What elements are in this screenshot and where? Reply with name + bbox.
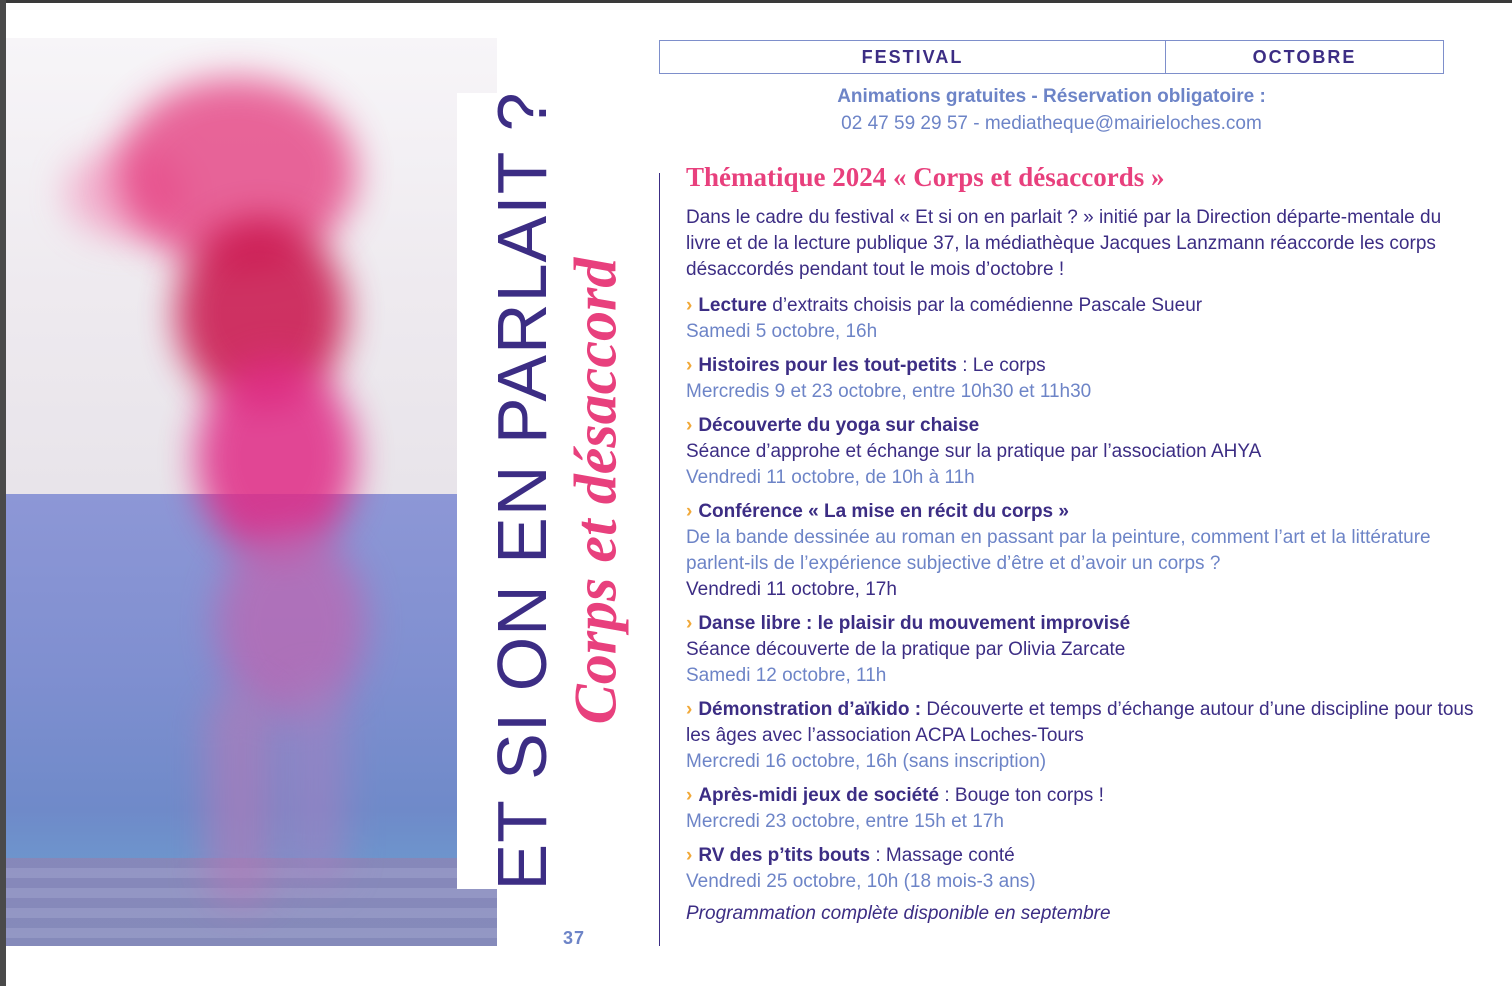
event-description: Séance d’approhe et échange sur la pratique par l’association AHYA [686, 441, 1262, 462]
vertical-divider [659, 173, 660, 946]
event-date: Samedi 12 octobre, 11h [686, 665, 887, 686]
dancer-leg-right [286, 678, 346, 888]
event-heading-line [686, 611, 1476, 637]
event-item [686, 293, 1476, 345]
event-description: Séance découverte de la pratique par Olivia Zarcate [686, 639, 1126, 660]
top-frame-line [0, 0, 1512, 3]
chevron-right-icon: › [686, 699, 693, 720]
event-heading-line [686, 353, 1476, 379]
event-title-rest: d’extraits choisis par la comédienne Pascale Sueur [766, 295, 1203, 316]
dancer-photo [6, 38, 497, 946]
event-description: De la bande dessinée au roman en passant par la peinture, comment l’art et la littérature parlent-ils de l’expérience subjective d’être et d’avoir un corps ? [686, 527, 1431, 574]
dancer-leg-left [206, 688, 276, 908]
event-title: Conférence « La mise en récit du corps » [698, 501, 1069, 522]
vertical-title: ET SI ON EN PARLAIT ? [483, 91, 561, 891]
event-heading-line [686, 783, 1476, 809]
event-item [686, 697, 1476, 775]
event-heading-line [686, 413, 1476, 439]
intro-paragraph: Dans le cadre du festival « Et si on en parlait ? » initié par la Direction départe-mentale du livre et de la lecture publique 37, la médiathèque Jacques Lanzmann réaccorde les corps désaccordés pendant tout le mois d’octobre ! [686, 207, 1442, 280]
vertical-subtitle: Corps et désaccord [562, 257, 629, 725]
thematique-heading: Thématique 2024 « Corps et désaccords » [686, 162, 1165, 192]
month-header-box: OCTOBRE [1165, 40, 1444, 74]
event-title: Découverte du yoga sur chaise [698, 415, 980, 436]
program-content [686, 162, 1476, 925]
event-title: Démonstration d’aïkido : [698, 699, 922, 720]
event-title-rest: : Le corps [956, 355, 1046, 376]
contact-line: 02 47 59 29 57 - mediatheque@mairieloches.com [841, 113, 1262, 134]
page-number: 37 [563, 928, 586, 948]
event-item [686, 843, 1476, 895]
chevron-right-icon: › [686, 355, 693, 376]
event-heading-line [686, 697, 1476, 749]
event-item [686, 783, 1476, 835]
chevron-right-icon: › [686, 845, 693, 866]
chevron-right-icon: › [686, 415, 693, 436]
chevron-right-icon: › [686, 785, 693, 806]
free-events-notice: Animations gratuites - Réservation obligatoire : [837, 86, 1266, 107]
chevron-right-icon: › [686, 613, 693, 634]
program-footer-note: Programmation complète disponible en septembre [686, 903, 1111, 924]
event-title-rest: Découverte et temps d’échange autour d’une discipline pour tous les âges avec l’association ACPA Loches-Tours [686, 699, 1474, 746]
event-heading-line [686, 293, 1476, 319]
chevron-right-icon: › [686, 295, 693, 316]
event-date: Vendredi 11 octobre, de 10h à 11h [686, 467, 975, 488]
festival-header-box: FESTIVAL [659, 40, 1166, 74]
event-date: Mercredi 23 octobre, entre 15h et 17h [686, 811, 1004, 832]
event-item [686, 413, 1476, 491]
event-title: Après-midi jeux de société [698, 785, 940, 806]
event-date: Vendredi 25 octobre, 10h (18 mois-3 ans) [686, 871, 1036, 892]
event-date: Samedi 5 octobre, 16h [686, 321, 878, 342]
event-item [686, 611, 1476, 689]
event-item [686, 353, 1476, 405]
event-date: Mercredi 16 octobre, 16h (sans inscription) [686, 751, 1047, 772]
event-heading-line [686, 843, 1476, 869]
event-title-rest: : Bouge ton corps ! [939, 785, 1104, 806]
event-title: Danse libre : le plaisir du mouvement improvisé [698, 613, 1131, 634]
event-title: Histoires pour les tout-petits [698, 355, 957, 376]
event-title-rest: : Massage conté [870, 845, 1015, 866]
event-heading-line [686, 499, 1476, 525]
chevron-right-icon: › [686, 501, 693, 522]
event-title: Lecture [698, 295, 767, 316]
event-item [686, 499, 1476, 603]
event-title: RV des p’tits bouts [698, 845, 871, 866]
dancer-torso [196, 358, 356, 558]
event-list [686, 293, 1476, 895]
event-date: Mercredis 9 et 23 octobre, entre 10h30 et 11h30 [686, 381, 1092, 402]
event-date: Vendredi 11 octobre, 17h [686, 579, 897, 600]
